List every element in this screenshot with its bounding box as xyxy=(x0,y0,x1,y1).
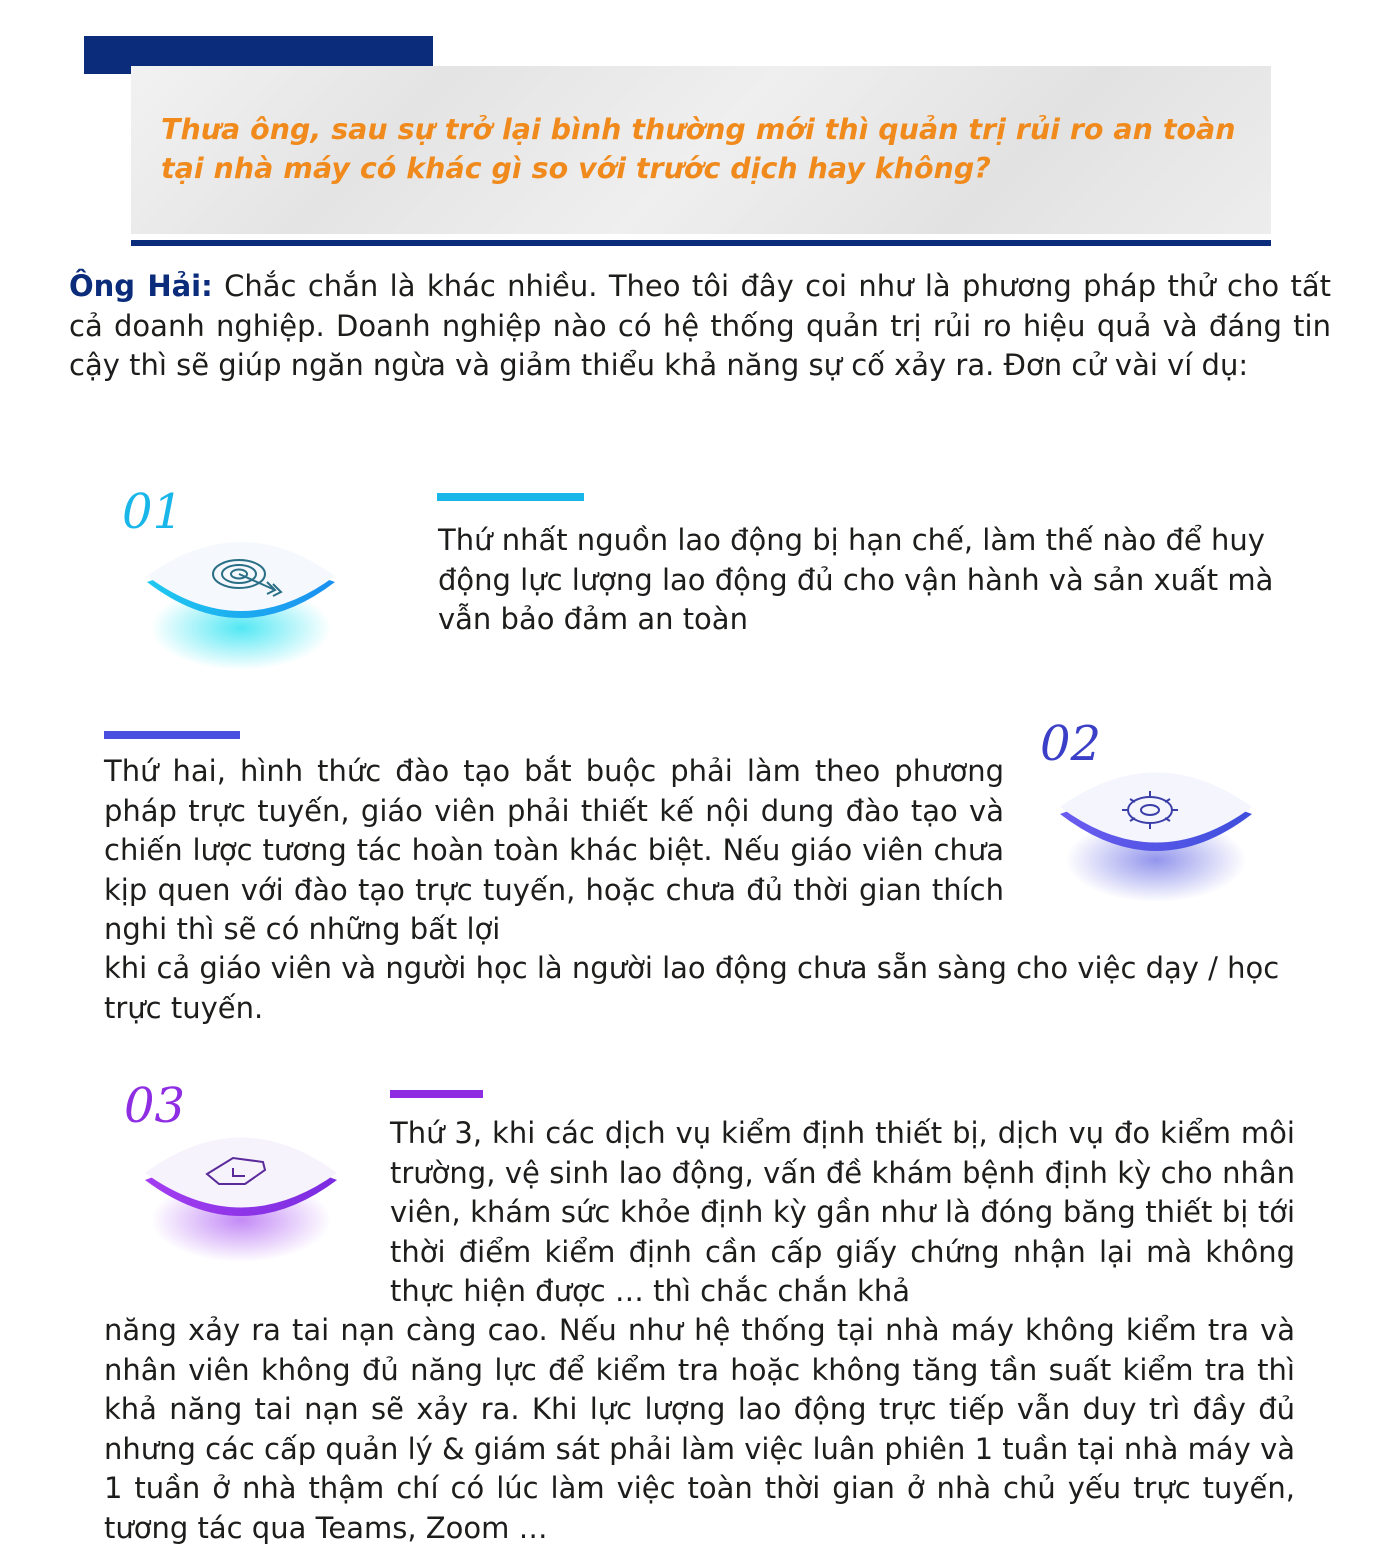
target-icon xyxy=(141,478,341,678)
intro-paragraph xyxy=(69,267,1331,386)
item-number-03: 03 xyxy=(124,1078,186,1134)
item-number-01: 01 xyxy=(122,484,184,540)
item-text-01: Thứ nhất nguồn lao động bị hạn chế, làm thế nào để huy động lực lượng lao động đủ cho vận hành và sản xuất mà vẫn bảo đảm an toàn xyxy=(438,523,1274,636)
item-text-02-full: khi cả giáo viên và người học là người lao động chưa sẵn sàng cho việc dạy / học trực tuyến. xyxy=(104,951,1280,1025)
question-box xyxy=(131,66,1271,234)
tag-icon xyxy=(141,1070,341,1270)
item-text-02-wrapped: Thứ hai, hình thức đào tạo bắt buộc phải làm theo phương pháp trực tuyến, giáo viên phải thiết kế nội dung đào tạo và chiến lược tương tác hoàn toàn khác biệt. Nếu giáo viên chưa kịp quen với đào tạo trực tuyến, hoặc chưa đủ thời gian thích nghi thì sẽ có những bất lợi xyxy=(104,754,1004,946)
question-divider xyxy=(131,240,1271,246)
item-accent-03 xyxy=(390,1090,483,1098)
item-accent-01 xyxy=(437,493,584,501)
item-text-03-full: năng xảy ra tai nạn càng cao. Nếu như hệ thống tại nhà máy không kiểm tra và nhân viên không đủ năng lực để kiểm tra hoặc không tăng tần suất kiểm tra thì khả năng tai nạn sẽ xảy ra. Khi lực lượng lao động trực tiếp vẫn duy trì đầy đủ nhưng các cấp quản lý & giám sát phải làm việc luân phiên 1 tuần tại nhà máy và 1 tuần ở nhà thậm chí có lúc làm việc toàn thời gian ở nhà chủ yếu trực tuyến, tương tác qua Teams, Zoom … xyxy=(104,1313,1295,1545)
intro-text: Chắc chắn là khác nhiều. Theo tôi đây coi như là phương pháp thử cho tất cả doanh nghiệp. Doanh nghiệp nào có hệ thống quản trị rủi ro hiệu quả và đáng tin cậy thì sẽ giúp ngăn ngừa và giảm thiểu khả năng sự cố xảy ra. Đơn cử vài ví dụ: xyxy=(69,269,1331,382)
speaker-name: Ông Hải: xyxy=(69,269,213,303)
item-tile-03 xyxy=(141,1070,341,1270)
item-number-02: 02 xyxy=(1040,716,1102,772)
item-text-03-wrapped: Thứ 3, khi các dịch vụ kiểm định thiết bị, dịch vụ đo kiểm môi trường, vệ sinh lao động, vấn đề khám bệnh định kỳ cho nhân viên, khám sức khỏe định kỳ gần như là đóng băng thiết bị tới thời điểm kiểm định cần cấp giấy chứng nhận lại mà không thực hiện được … thì chắc chắn khả xyxy=(390,1116,1295,1308)
question-text: Thưa ông, sau sự trở lại bình thường mới thì quản trị rủi ro an toàn tại nhà máy có khác gì so với trước dịch hay không? xyxy=(161,113,1236,185)
item-tile-02 xyxy=(1056,710,1256,910)
gear-icon xyxy=(1056,710,1256,910)
item-accent-02 xyxy=(104,731,240,739)
item-tile-01 xyxy=(141,478,341,678)
